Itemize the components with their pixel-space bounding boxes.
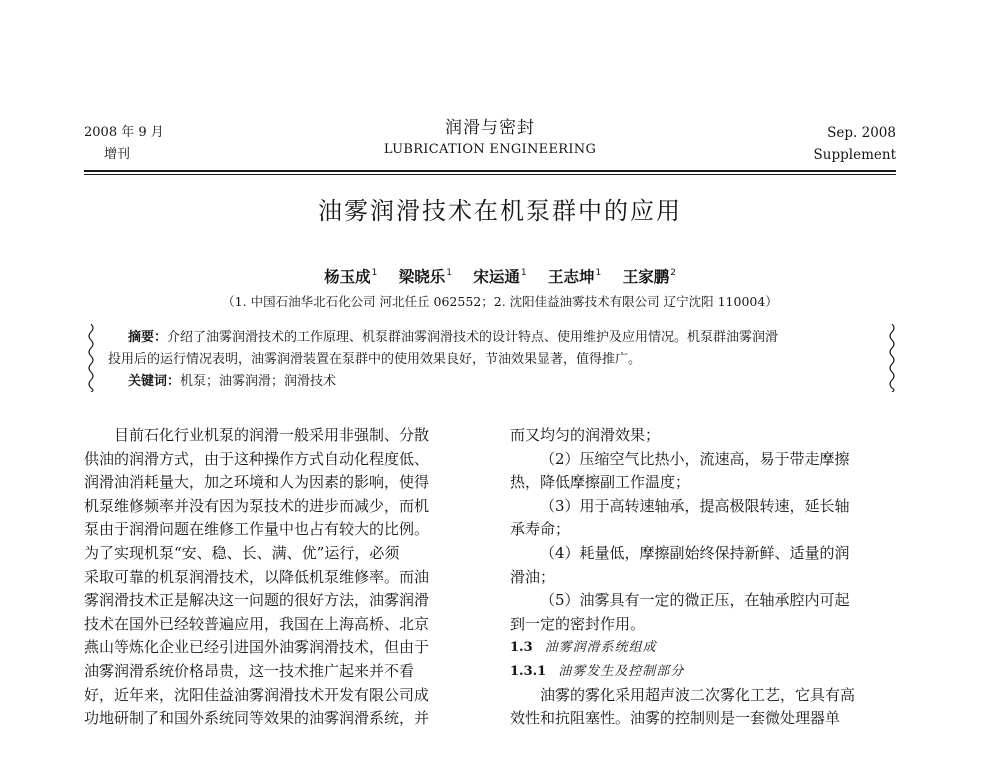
section-title: 油雾润滑系统组成	[544, 640, 657, 656]
list-item: （4）耗量低，摩擦副始终保持新鲜、适量的润	[540, 543, 850, 562]
abstract-text-1: 介绍了油雾润滑技术的工作原理、机泵群油雾润滑技术的设计特点、使用维护及应用情况。机泵群油雾润滑	[167, 330, 779, 345]
issue-type-en: Supplement	[813, 147, 896, 163]
issue-date-en: Sep. 2008	[827, 125, 896, 141]
section-number: 1.3.1	[510, 663, 547, 679]
affiliation-line: （1. 中国石油华北石化公司 河北任丘 062552；2. 沈阳佳益油雾技术有限公司 辽宁沈阳 110004）	[222, 294, 778, 309]
body-line: 热，降低摩擦副工作温度；	[510, 473, 691, 492]
article-title: 油雾润滑技术在机泵群中的应用	[318, 197, 682, 225]
body-line: 效性和抗阻塞性。油雾的控制则是一套微处理器单	[510, 709, 841, 728]
section-heading-1-3	[510, 636, 900, 660]
journal-name-en: LUBRICATION ENGINEERING	[383, 142, 597, 157]
abstract-border-left	[87, 324, 95, 392]
body-line: 功地研制了和国外系统同等效果的油雾润滑系统，并	[84, 709, 430, 728]
header-rule-thin	[84, 174, 896, 175]
section-heading-1-3-1	[510, 660, 900, 684]
body-line: 供油的润滑方式，由于这种操作方式自动化程度低、	[84, 449, 430, 468]
body-line: 而又均匀的润滑效果；	[510, 426, 661, 444]
header-rule-thick	[84, 170, 896, 172]
running-header-right	[814, 122, 896, 166]
body-line: 到一定的密封作用。	[510, 614, 646, 633]
abstract-line-2: 投用后的运行情况表明，油雾润滑装置在泵群中的使用效果良好，节油效果显著，值得推广。	[108, 352, 642, 367]
body-line: 承寿命；	[510, 520, 571, 539]
author: 宋运通$^1$	[473, 268, 527, 286]
body-line: 机泵维修频率并没有因为泵技术的进步而减少，而机	[84, 496, 430, 515]
running-header-left	[84, 122, 164, 166]
author-list	[0, 262, 1000, 288]
abstract-border-right	[888, 324, 896, 392]
body-line: 好，近年来，沈阳佳益油雾润滑技术开发有限公司成	[84, 685, 430, 704]
journal-name	[330, 116, 650, 160]
body-line: 泵由于润滑问题在维修工作量中也占有较大的比例。	[84, 520, 430, 539]
issue-type-cn: 增刊	[104, 147, 131, 162]
body-line: 燕山等炼化企业已经引进国外油雾润滑技术，但由于	[84, 638, 430, 657]
body-line: 油雾润滑系统价格昂贵，这一技术推广起来并不看	[84, 661, 415, 680]
abstract-line-1	[128, 328, 778, 348]
list-item: （2）压缩空气比热小，流速高，易于带走摩擦	[540, 449, 850, 468]
author: 杨玉成$^1$	[324, 268, 378, 286]
issue-date-cn: 2008 年 9 月	[84, 125, 164, 140]
body-line: 油雾的雾化采用超声波二次雾化工艺，它具有高	[540, 685, 856, 704]
list-item: （3）用于高转速轴承，提高极限转速，延长轴	[540, 496, 850, 515]
body-line: 润滑油消耗量大，加之环境和人为因素的影响，使得	[84, 473, 430, 492]
author: 梁晓乐$^1$	[398, 268, 452, 286]
section-number: 1.3	[510, 640, 533, 656]
body-column-right	[510, 424, 900, 731]
keywords-text: 机泵；油雾润滑；润滑技术	[180, 374, 337, 389]
keywords-line	[128, 372, 336, 392]
author: 王志坤$^1$	[548, 268, 602, 286]
body-line: 雾润滑技术正是解决这一问题的很好方法，油雾润滑	[84, 591, 430, 610]
body-line: 采取可靠的机泵润滑技术，以降低机泵维修率。而油	[84, 567, 430, 586]
author: 王家鹏$^2$	[622, 268, 676, 286]
body-line: 技术在国外已经较普遍应用，我国在上海高桥、北京	[84, 614, 430, 633]
body-line: 目前石化行业机泵的润滑一般采用非强制、分散	[114, 426, 430, 444]
body-column-left	[84, 424, 480, 731]
keywords-label: 关键词：	[128, 374, 181, 389]
journal-name-cn: 润滑与密封	[445, 118, 535, 138]
list-item: （5）油雾具有一定的微正压，在轴承腔内可起	[540, 591, 850, 610]
body-line: 滑油；	[510, 567, 556, 586]
body-line: 为了实现机泵“安、稳、长、满、优”运行，必须	[84, 543, 400, 562]
section-title: 油雾发生及控制部分	[558, 663, 685, 679]
abstract-label: 摘要：	[128, 330, 168, 345]
